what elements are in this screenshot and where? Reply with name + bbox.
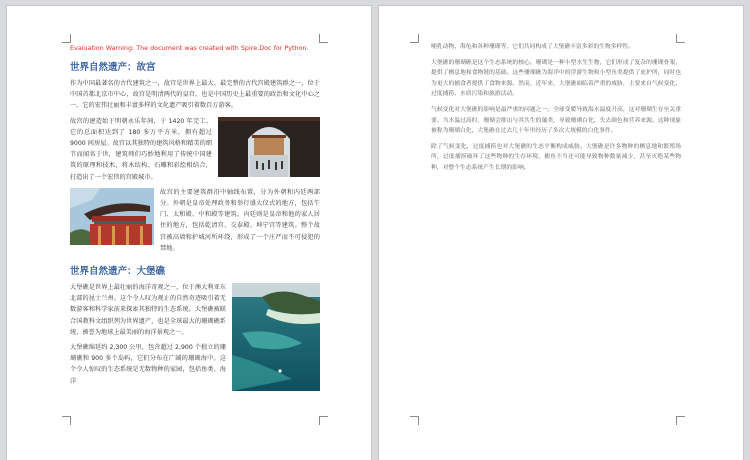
paragraph: 故宫的主要建筑群沿中轴线布置，分为外朝和内廷两部分。外朝是皇帝处理政务和举行盛大仪式的地方，包括午门、太和殿、中和殿等建筑。内廷则是皇帝和他的家人居住的地方，包括乾清宫、交泰殿、坤宁宫等建筑。整个故宫被高墙和护城河所环绕，形成了一个庄严而不可侵犯的禁地。 (160, 188, 320, 252)
paragraph: 哺乳动物、海龟和各种珊瑚等，它们共同构成了大堡礁丰富多彩的生物多样性。 (431, 44, 634, 50)
crop-mark (319, 34, 328, 43)
paragraph: 大堡礁是世界上最壮丽的海洋奇观之一，位于澳大利亚东北部的昆士兰州。这个令人叹为观止的自然奇迹吸引着无数游客和科学家前来探索其独特的生态系统。大堡礁被联合国教科文组织列为世界遗产，也是全球最大的珊瑚礁系统，被誉为地球上最美丽的海洋景观之一。 (70, 284, 226, 336)
crop-mark (62, 34, 71, 43)
section-heading-forbidden-city: 世界自然遗产：故宫 (70, 62, 156, 73)
crop-mark (410, 34, 419, 43)
crop-mark (676, 416, 685, 425)
crop-mark (410, 416, 419, 425)
paragraph: 故宫的建造始于明朝永乐年间，于 1420 年完工。它的总面积达到了 180 多万平方米，拥有超过 9000 间房屋。故宫以其独特的建筑风格和精美的细节而闻名于世，建筑师们巧妙地利用了传统中国建筑的原理和技术，将木结构、石雕和彩绘相结合，打造出了一个宏伟的宫殿城市。 (70, 117, 212, 181)
page-1-body (70, 44, 320, 394)
section-heading-great-barrier-reef: 世界自然遗产：大堡礁 (70, 266, 166, 278)
evaluation-warning: Evaluation Warning: The document was created with Spire.Doc for Python. (70, 44, 309, 52)
paragraph: 大堡礁的珊瑚礁是这个生态系统的核心。珊瑚是一种小型水生生物，它们形成了复杂的珊瑚骨架，提供了栖息地和食物链的基础。这些珊瑚礁为海洋中的浮游生物和小型鱼类提供了庇护所，同时也为更大的捕食者提供了食物来源。然而，近年来，大堡礁面临着严重的威胁，主要来自气候变化、过度捕捞、水质污染和旅游活动。 (431, 59, 681, 98)
document-page-2 (379, 6, 743, 460)
crop-mark (319, 416, 328, 425)
paragraph: 除了气候变化，过度捕捞也对大堡礁的生态平衡构成威胁。大堡礁是许多物种的栖息地和繁殖场所，过度捕捞破坏了这些物种的生存环境，捕鱼不当还可能导致物种数量减少，甚至灭绝某些物种，对整个生态系统产生长期的影响。 (431, 143, 681, 171)
palace-roof-photo (70, 188, 154, 245)
paragraph: 气候变化对大堡礁的影响是最严重的问题之一。全球变暖导致海水温度升高，这对珊瑚生存至关重要。当水温过高时，珊瑚会排出与其共生的藻类，导致珊瑚白化，失去颜色和营养来源。这种现象被称为珊瑚白化，大堡礁在过去几十年里经历了多次大规模的白化事件。 (431, 106, 681, 135)
forbidden-city-gate-photo (218, 117, 320, 177)
document-page-1 (7, 6, 371, 460)
great-barrier-reef-photo (232, 283, 320, 391)
crop-mark (62, 416, 71, 425)
paragraph: 大堡礁绵延约 2,300 公里，包含超过 2,900 个独立的珊瑚礁和 900 多个岛屿，它们分布在广阔的珊瑚海中。这个令人惊叹的生态系统是无数物种的家园，包括鱼类、海洋 (70, 344, 226, 385)
paragraph: 作为中国最著名的古代建筑之一，故宫是世界上最大、最完整的古代宫殿建筑群之一，位于中国首都北京市中心，故宫是明清两代的皇宫，也是中国历史上最重要的政治和文化中心之一。它的宏伟壮丽和丰富多样的文化遗产吸引着数百万游客。 (70, 80, 320, 110)
page-2-body (431, 42, 681, 179)
